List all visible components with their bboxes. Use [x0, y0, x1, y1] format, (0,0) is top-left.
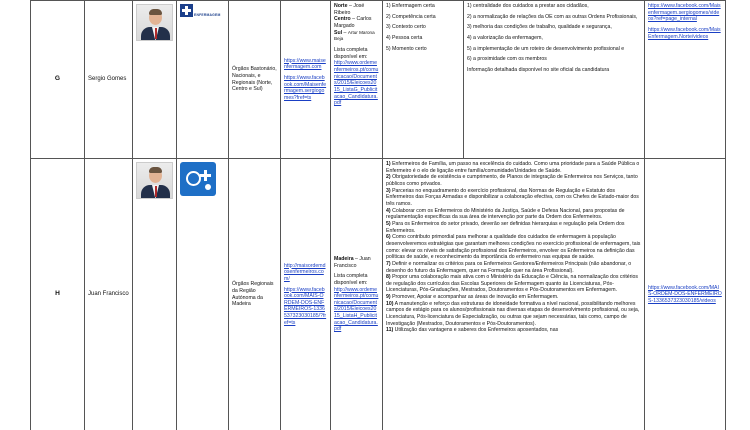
links-cell	[281, 1, 331, 159]
area-item: 4) Pessoa certa	[386, 34, 423, 41]
proposal-item: A manutenção e reforço das estruturas de idoneidade formativa a nível nacional, possibilitando melhores campos de estágio para os alunos/profissionais nas diversas etapas de desenvolvimento profissional, ou seja, Licenciatura, Pós-licenciatura de Especialização, ou outras que sejam necessárias, tais como, campo de Investigação (Mestrados, Doutoramentos e Pós-Doutoramentos).	[386, 300, 640, 327]
area-item: 1) Enfermagem certa	[386, 3, 435, 9]
mais-enfermagem-logo	[180, 4, 221, 26]
organs-cell	[229, 159, 281, 430]
logo-cell	[177, 1, 229, 159]
proposal-item: Definir e normalizar os critérios para os Enfermeiros Gestores/Enfermeiros Principais (não abandonar, o desenho do futuro da Enfermagem, quer na Formação quer na área Profissional).	[386, 260, 632, 274]
region-label: Sul	[334, 29, 343, 36]
proposal-item: Colaborar com os Enfermeiros do Ministério da Justiça, Saúde e Defesa Nacional, para propostas de regulamentação específicas da sua área de intervenção por parte da Ordem dos Enfermeiros.	[386, 207, 625, 221]
proposal-item: Utilização das vantagens e saberes dos Enfermeiros aposentados, nas	[394, 327, 559, 334]
logo-text: ENFERMAGEM	[194, 13, 221, 17]
proposal-item: 2) a normalização de relações da OE com as outras Ordens Profissionais,	[467, 13, 638, 20]
facebook-link[interactable]: https://www.facebook.com/Maisenfermagem.sergiogomes?fref=ts	[284, 74, 327, 101]
table-row-h	[31, 159, 726, 430]
proposal-item: Promover, Apoiar e acompanhar as áreas de inovação em Enfermagem.	[392, 294, 559, 301]
area-item: 5) Momento certo	[386, 45, 427, 52]
candidate-photo-cell	[133, 1, 177, 159]
cross-icon	[180, 4, 193, 17]
proposal-item: 1) centralidade dos cuidados a prestar aos cidadãos,	[467, 3, 589, 9]
facebook-videos-link[interactable]: https://www.facebook.com/MaisEnfermagem.Norte/videos	[648, 26, 721, 40]
website-link[interactable]: https://www.maisenfermagem.com	[284, 57, 326, 71]
region-head-name: Artur Marona Beja	[334, 29, 375, 42]
links-cell	[281, 159, 331, 430]
organs-cell	[229, 1, 281, 159]
social-cell	[645, 1, 726, 159]
proposal-item: 3) melhoria das condições de trabalho, qualidade e segurança,	[467, 24, 612, 31]
proposal-item: Para os Enfermeiros do setor privado, deverão ser definidas hierarquias e regulação pela Ordem dos Enfermeiros.	[386, 220, 625, 234]
list-letter	[31, 1, 85, 159]
list-pdf-link[interactable]: http://www.ordemenfermeiros.pt/comunicacao/Documents/2015/Eleicoes2015_ListaG_Publicitacao_Candidatura.pdf	[334, 60, 379, 107]
proposal-item: 5) a implementação de um roteiro de desenvolvimento profissional e	[467, 45, 625, 52]
area-item: 2) Competência certa	[386, 13, 436, 20]
proposal-item: 6) a proximidade com os membros	[467, 56, 547, 63]
proposal-item: Como contributo primordial para melhorar a qualidade dos cuidados de enfermagem à população desenvolveremos estratégias que garantam melhores condições no exercício profissional de enfermagem, tais como: elevar os níveis de satisfação profissional dos Enfermeiros, envolver os Enfermeiros na definição das políticas de saúde, e reconhecimento da importância do enfermeiro nas equipas de saúde.	[386, 234, 641, 261]
proposals-cell	[464, 1, 645, 159]
candidate-name	[85, 1, 133, 159]
heads-cell: Norte – José Ribeiro Centro – Carlos Margado Sul – Artur Marona Beja Lista completa disponível em: http://www.ordemenfermeiros.pt/comunicacao/Documents/2015/Eleicoes2015_ListaG_Publicitacao_Candidatura.pdf	[331, 1, 383, 159]
proposal-item: Parcerias no enquadramento do exercício profissional, das Normas de Regulação e Estatuto dos Enfermeiros das Forças Armadas e disponibilizar a colaboração efectiva, com os Chefes de Estado-maior dos três ramos.	[386, 187, 639, 207]
list-letter-text: G	[54, 75, 61, 83]
candidate-name-text: Juan Francisco	[88, 290, 129, 297]
region-label: Norte	[334, 3, 348, 9]
list-label: Lista completa disponível em:	[334, 46, 368, 60]
facebook-videos-link[interactable]: https://www.facebook.com/MAIS-ORDEM-DOS-ENFERMEIROS-1336537323030185/videos	[648, 284, 722, 304]
proposal-item: Propor uma colaboração mais ativa com o Ministério da Educação e Ciência, na normalização dos critérios de regulação dos currículos das Escolas Superiores de Enfermagem quanto às Licenciaturas, Pós-Licenciaturas, Pós-Graduações, Mestrados, Doutoramentos e Pós-Doutoramentos em Enfermagem.	[386, 274, 639, 294]
list-label: Lista completa disponível em:	[334, 273, 368, 286]
list-letter-text: H	[55, 290, 60, 298]
candidate-photo-cell	[133, 159, 177, 430]
proposal-note: Informação detalhada disponível no site oficial da candidatura	[467, 66, 610, 73]
list-pdf-link[interactable]: http://www.ordemenfermeiros.pt/comunicacao/Documents/2015/Eleicoes2015_ListaH_Publicitacao_Candidatura.pdf	[334, 286, 379, 333]
facebook-videos-link[interactable]: https://www.facebook.com/Maisenfermagem.sergiogomes/videos?ref=page_internal	[648, 3, 721, 23]
area-item: 3) Contexto certo	[386, 24, 426, 31]
candidates-table	[30, 0, 726, 430]
proposal-item: Enfermeiros de Família, um passo na excelência do cuidado. Como uma prioridade para a Saúde Pública o Enfermeiro é o elo de ligação entre família/comunidade/Unidades de Saúde.	[386, 161, 640, 174]
proposal-item: Obrigatoriedade de existência e cumprimento, de Planos de integração de Enfermeiros nos Serviços, tanto públicos como privados.	[386, 174, 638, 187]
region-label: Madeira	[334, 255, 354, 262]
candidate-photo	[136, 4, 173, 41]
region-label: Centro	[334, 16, 351, 23]
region-head-name: Juan Francisco	[334, 255, 371, 269]
mais-ordem-logo	[180, 162, 216, 196]
ring-icon	[186, 171, 201, 186]
region-head-name: Carlos Margado	[334, 16, 372, 29]
organs-text: Órgãos Bastonário, Nacionais, e Regionais (Norte, Centro e Sul)	[232, 66, 277, 93]
candidate-name	[85, 159, 133, 430]
candidate-name-text: Sergio Gomes	[88, 75, 127, 82]
organs-text: Órgãos Regionais da Região Autónoma da Madeira	[232, 281, 274, 308]
logo-cell	[177, 159, 229, 430]
candidate-photo	[136, 162, 173, 199]
table-row-g	[31, 1, 726, 159]
facebook-link[interactable]: https://www.facebook.com/MAIS-ORDEM-DOS-ENFERMEIROS-1336537323030185/?fref=ts	[284, 286, 327, 326]
heads-cell: Madeira – Juan Francisco Lista completa disponível em: http://www.ordemenfermeiros.pt/comunicacao/Documents/2015/Eleicoes2015_ListaH_Publicitacao_Candidatura.pdf	[331, 159, 383, 430]
website-link[interactable]: http://maisordemdosenfermeiros.com/	[284, 262, 326, 282]
areas-cell	[383, 1, 464, 159]
proposals-cell: 1) Enfermeiros de Família, um passo na excelência do cuidado. Como uma prioridade para a Saúde Pública o Enfermeiro é o elo de ligação entre família/comunidade/Unidades de Saúde. 2) Obrigatoriedade de existência e cumprimento, de Planos de integração de Enfermeiros nos Serviços, tanto públicos como privados. 3) Parcerias no enquadramento do exercício profissional, das Normas de Regulação e Estatuto dos Enfermeiros das Forças Armadas e disponibilizar a colaboração efectiva, com os Chefes de Estado-maior dos três ramos. 4) Colaborar com os Enfermeiros do Ministério da Justiça, Saúde e Defesa Nacional, para propostas de regulamentação específicas da sua área de intervenção por parte da Ordem dos Enfermeiros. 5) Para os Enfermeiros do setor privado, deverão ser definidas hierarquias e regulação pela Ordem dos Enfermeiros. 6) Como contributo primordial para melhorar a qualidade dos cuidados de enfermagem à população desenvolveremos estratégias que garantam melhores condições no exercício profissional de enfermagem, tais como: elevar os níveis de satisfação profissional dos Enfermeiros, envolver os Enfermeiros na definição das políticas de saúde, e reconhecimento da importância do enfermeiro nas equipas de saúde. 7) Definir e normalizar os critérios para os Enfermeiros Gestores/Enfermeiros Principais (não abandonar, o desenho do futuro da Enfermagem, quer na Formação quer na área Profissional). 8) Propor uma colaboração mais ativa com o Ministério da Educação e Ciência, na normalização dos critérios de regulação dos currículos das Escolas Superiores de Enfermagem quanto às Licenciaturas, Pós-Licenciaturas, Pós-Graduações, Mestrados, Doutoramentos e Pós-Doutoramentos em Enfermagem. 9) Promover, Apoiar e acompanhar as áreas de inovação em Enfermagem. 10) A manutenção e reforço das estruturas de idoneidade formativa a nível nacional, possibilitando melhores campos de estágio para os alunos/profissionais nas diversas etapas de desenvolvimento profissional, ou seja, Licenciatura, Pós-licenciatura de Especialização, ou outras que sejam necessárias, tais como, campo de Investigação (Mestrados, Doutoramentos e Pós-Doutoramentos). 11) Utilização das vantagens e saberes dos Enfermeiros aposentados, nas	[383, 159, 645, 430]
proposal-item: 4) a valorização da enfermagem,	[467, 34, 543, 41]
social-cell	[645, 159, 726, 430]
region-head-name: José Ribeiro	[334, 3, 365, 16]
list-letter	[31, 159, 85, 430]
